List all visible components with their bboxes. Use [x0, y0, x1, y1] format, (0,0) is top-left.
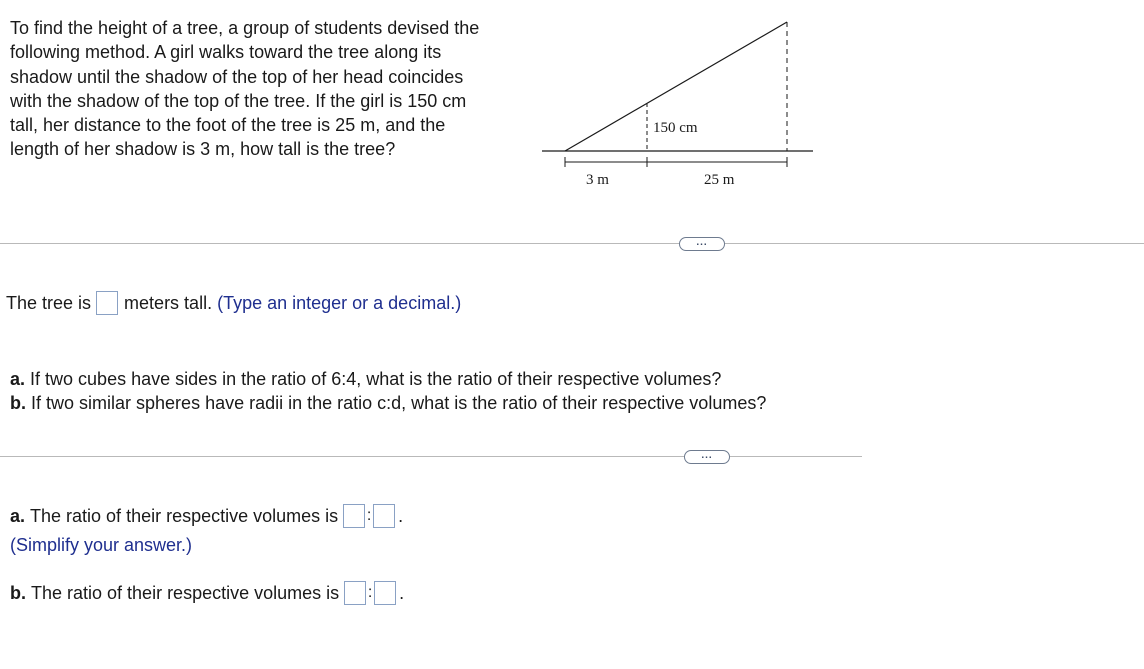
shadow-length-label: 3 m	[586, 172, 609, 188]
problem1-line: shadow until the shadow of the top of her head coincides	[10, 66, 464, 87]
answer-b-text: The ratio of their respective volumes is	[31, 583, 340, 603]
part-a-question: If two cubes have sides in the ratio of 6:4, what is the ratio of their respective volumes?	[30, 369, 722, 389]
answer-prefix: The tree is	[6, 293, 92, 313]
part-b-question: If two similar spheres have radii in the ratio c:d, what is the ratio of their respective volumes?	[31, 393, 767, 414]
tree-height-input[interactable]	[96, 291, 118, 315]
ratio-a-second-input[interactable]	[373, 504, 395, 528]
problem2-question	[10, 367, 766, 416]
girl-height-label: 150 cm	[653, 120, 698, 136]
answer-a-label: a.	[10, 506, 26, 526]
problem2-part-b	[10, 391, 766, 415]
answer-period: .	[398, 506, 404, 526]
distance-label: 25 m	[704, 172, 735, 188]
problem1-line: To find the height of a tree, a group of students devised the	[10, 18, 480, 38]
answer-hint: (Type an integer or a decimal.)	[217, 293, 462, 313]
section-divider	[0, 243, 1144, 244]
ellipsis-icon: ...	[696, 236, 708, 248]
ratio-b-second-input[interactable]	[374, 581, 396, 605]
problem1-line: tall, her distance to the foot of the tree is 25 m, and the	[10, 115, 446, 136]
answer-period: .	[399, 583, 405, 603]
part-b-label: b.	[10, 393, 26, 414]
problem2-answer-a-line	[10, 503, 403, 529]
problem1-answer-line	[6, 290, 461, 316]
problem1-line: following method. A girl walks toward the tree along its	[10, 42, 442, 63]
problem1-line: length of her shadow is 3 m, how tall is the tree?	[10, 139, 396, 160]
answer-b-label: b.	[10, 583, 26, 603]
problem1-question	[10, 16, 530, 162]
part-a-label: a.	[10, 369, 26, 389]
tree-shadow-diagram	[540, 16, 820, 192]
ratio-b-first-input[interactable]	[344, 581, 366, 605]
problem1-line: with the shadow of the top of the tree. If the girl is 150 cm	[10, 90, 467, 111]
ellipsis-icon: ...	[701, 449, 713, 461]
problem2-part-a	[10, 367, 766, 391]
more-options-button[interactable]	[679, 237, 725, 251]
answer-a-text: The ratio of their respective volumes is	[30, 506, 339, 526]
more-options-button[interactable]	[684, 450, 730, 464]
answer-suffix: meters tall.	[124, 293, 213, 313]
problem2-answer-b-line	[10, 580, 404, 606]
ratio-colon: :	[366, 507, 372, 524]
answer-a-hint: (Simplify your answer.)	[10, 535, 193, 555]
ratio-colon: :	[367, 584, 373, 601]
section-divider	[0, 456, 862, 457]
ratio-a-first-input[interactable]	[343, 504, 365, 528]
